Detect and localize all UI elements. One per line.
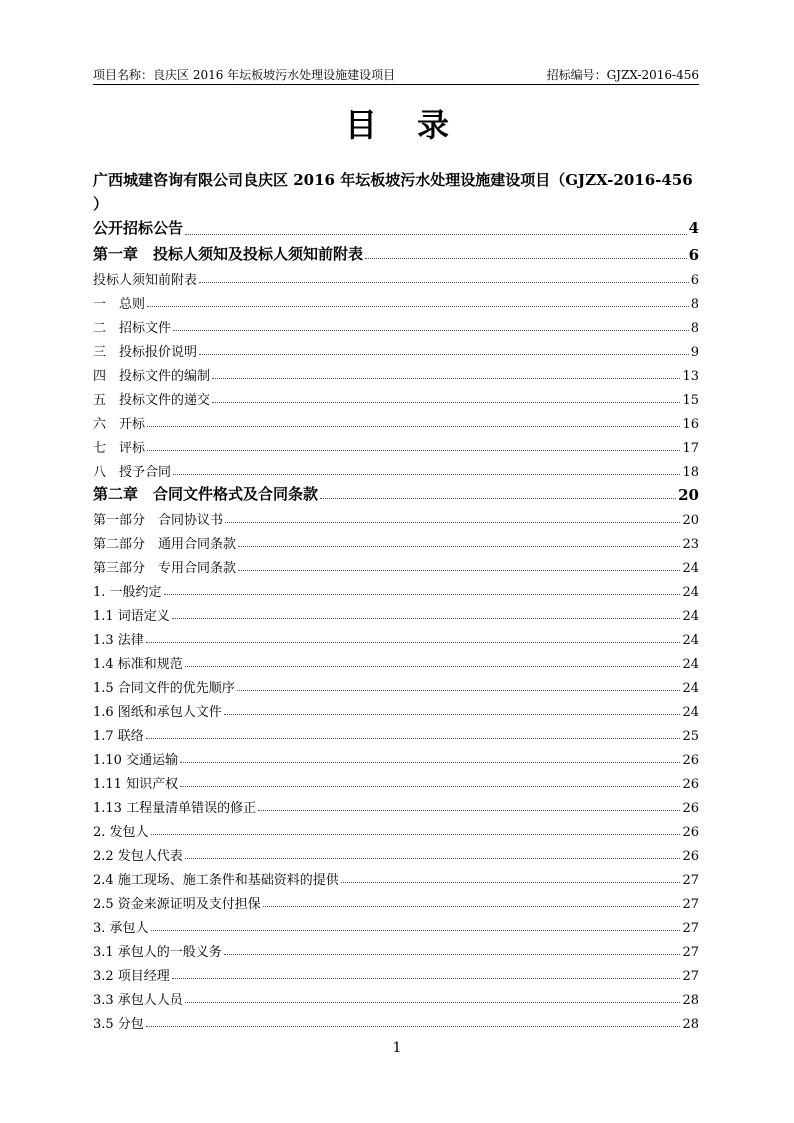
toc-entry[interactable] xyxy=(93,600,699,624)
toc-entry-label: 1.13 工程量清单错误的修正 xyxy=(93,801,257,816)
page-header xyxy=(93,66,699,85)
toc-entry-page: 26 xyxy=(682,849,699,864)
toc-leader-dots xyxy=(258,810,680,811)
toc-entry-page: 26 xyxy=(682,825,699,840)
toc-entry-label: 1.4 标准和规范 xyxy=(93,657,183,672)
toc-entry-page: 6 xyxy=(690,273,699,288)
toc-entry-page: 28 xyxy=(682,993,699,1008)
toc-entry-label: 第一部分 合同协议书 xyxy=(93,513,224,528)
toc-entry-page: 26 xyxy=(682,777,699,792)
tender-number: 招标编号：GJZX-2016-456 xyxy=(546,68,699,82)
project-name: 项目名称：良庆区 2016 年坛板坡污水处理设施建设项目 xyxy=(93,68,396,82)
toc-entry-label: 广西城建咨询有限公司良庆区 2016 年坛板坡污水处理设施建设项目（GJZX-2016-456 ） xyxy=(93,171,693,213)
toc-leader-dots xyxy=(238,570,680,571)
toc-entry[interactable] xyxy=(93,672,699,696)
toc-entry[interactable] xyxy=(93,576,699,600)
toc-entry[interactable] xyxy=(93,432,699,456)
toc-leader-dots xyxy=(341,882,681,883)
toc-entry[interactable] xyxy=(93,624,699,648)
toc-entry-label: 2.2 发包人代表 xyxy=(93,849,183,864)
toc-entry-label: 2.4 施工现场、施工条件和基础资料的提供 xyxy=(93,873,339,888)
toc-entry-label: 3. 承包人 xyxy=(93,921,149,936)
toc-entry[interactable] xyxy=(93,984,699,1008)
toc-leader-dots xyxy=(180,762,680,763)
toc-entry[interactable] xyxy=(93,360,699,384)
toc-entry-announcement[interactable] xyxy=(93,168,699,240)
toc-leader-dots xyxy=(320,498,676,499)
toc-entry-page: 16 xyxy=(682,417,699,432)
toc-entry-label: 3.1 承包人的一般义务 xyxy=(93,945,222,960)
toc-entry-page: 15 xyxy=(682,393,699,408)
toc-entry[interactable] xyxy=(93,960,699,984)
toc-entry[interactable] xyxy=(93,384,699,408)
toc-entry-label: 3.3 承包人人员 xyxy=(93,993,183,1008)
toc-entry[interactable] xyxy=(93,744,699,768)
toc-entry[interactable] xyxy=(93,768,699,792)
toc-entry-page: 8 xyxy=(690,321,699,336)
toc-leader-dots xyxy=(212,402,680,403)
toc-entry-page: 20 xyxy=(682,513,699,528)
toc-list xyxy=(93,240,699,1032)
toc-entry[interactable] xyxy=(93,648,699,672)
toc-entry-page: 24 xyxy=(682,681,699,696)
toc-entry-page: 27 xyxy=(682,873,699,888)
toc-leader-dots xyxy=(147,450,680,451)
toc-entry[interactable] xyxy=(93,312,699,336)
toc-entry-label: 3.2 项目经理 xyxy=(93,969,170,984)
toc-entry-page: 23 xyxy=(682,537,699,552)
toc-entry-page: 26 xyxy=(682,753,699,768)
toc-leader-dots xyxy=(238,546,680,547)
toc-leader-dots xyxy=(225,522,680,523)
toc-entry[interactable] xyxy=(93,816,699,840)
toc-entry-label: 1.3 法律 xyxy=(93,633,144,648)
toc-entry-page: 27 xyxy=(682,945,699,960)
toc-leader-dots xyxy=(147,426,680,427)
toc-entry-page: 17 xyxy=(682,441,699,456)
toc-entry-page: 24 xyxy=(682,633,699,648)
toc-entry-label: 2.5 资金来源证明及支付担保 xyxy=(93,897,261,912)
toc-entry-page: 26 xyxy=(682,801,699,816)
toc-entry-page: 20 xyxy=(678,486,699,504)
toc-entry-label: 第一章 投标人须知及投标人须知前附表 xyxy=(93,245,364,263)
toc-entry-label: 2. 发包人 xyxy=(93,825,149,840)
toc-entry-label: 第二部分 通用合同条款 xyxy=(93,537,237,552)
toc-leader-dots xyxy=(164,594,681,595)
toc-leader-dots xyxy=(185,1002,681,1003)
toc-entry-label: 1.5 合同文件的优先顺序 xyxy=(93,681,235,696)
toc-leader-dots xyxy=(185,858,681,859)
toc-leader-dots xyxy=(146,738,681,739)
toc-leader-dots xyxy=(199,282,689,283)
toc-entry-label: 1. 一般约定 xyxy=(93,585,162,600)
toc-entry-label: 八 授予合同 xyxy=(93,465,172,480)
page-number: 1 xyxy=(392,1040,402,1056)
table-of-contents xyxy=(93,168,699,1032)
toc-entry-page: 24 xyxy=(682,657,699,672)
toc-entry-page: 4 xyxy=(688,219,699,237)
toc-entry-page: 28 xyxy=(682,1017,699,1032)
toc-entry-label: 公开招标公告 xyxy=(93,219,184,237)
toc-entry[interactable] xyxy=(93,552,699,576)
toc-entry[interactable] xyxy=(93,528,699,552)
toc-entry-page: 25 xyxy=(682,729,699,744)
toc-entry-label: 三 投标报价说明 xyxy=(93,345,198,360)
toc-entry-label: 1.11 知识产权 xyxy=(93,777,179,792)
toc-entry-page: 27 xyxy=(682,921,699,936)
toc-entry-page: 6 xyxy=(688,246,699,264)
toc-leader-dots xyxy=(151,834,681,835)
toc-entry-label: 七 评标 xyxy=(93,441,146,456)
toc-leader-dots xyxy=(224,954,681,955)
toc-entry-page: 27 xyxy=(682,969,699,984)
toc-entry-label: 1.10 交通运输 xyxy=(93,753,179,768)
toc-leader-dots xyxy=(237,690,681,691)
toc-entry-page: 24 xyxy=(682,561,699,576)
toc-entry-page: 8 xyxy=(690,297,699,312)
page-title: 目录 xyxy=(344,106,489,144)
toc-entry-label: 1.1 词语定义 xyxy=(93,609,170,624)
toc-entry[interactable] xyxy=(93,504,699,528)
toc-entry[interactable] xyxy=(93,456,699,480)
toc-entry[interactable] xyxy=(93,840,699,864)
toc-entry[interactable] xyxy=(93,936,699,960)
toc-leader-dots xyxy=(147,306,689,307)
toc-entry-page: 24 xyxy=(682,705,699,720)
toc-entry-page: 27 xyxy=(682,897,699,912)
toc-leader-dots xyxy=(224,714,681,715)
toc-entry-label: 投标人须知前附表 xyxy=(93,273,198,288)
toc-entry-label: 一 总则 xyxy=(93,297,146,312)
toc-entry[interactable] xyxy=(93,696,699,720)
toc-entry[interactable] xyxy=(93,1008,699,1032)
toc-leader-dots xyxy=(151,930,681,931)
toc-entry-label: 第三部分 专用合同条款 xyxy=(93,561,237,576)
toc-leader-dots xyxy=(146,1026,681,1027)
toc-chapter-entry[interactable] xyxy=(93,240,699,264)
toc-entry[interactable] xyxy=(93,792,699,816)
toc-leader-dots xyxy=(172,978,681,979)
toc-leader-dots xyxy=(185,666,681,667)
toc-leader-dots xyxy=(212,378,680,379)
toc-entry-label: 四 投标文件的编制 xyxy=(93,369,211,384)
toc-entry[interactable] xyxy=(93,408,699,432)
toc-entry-label: 第二章 合同文件格式及合同条款 xyxy=(93,485,319,503)
toc-leader-dots xyxy=(365,258,687,259)
toc-leader-dots xyxy=(173,474,680,475)
toc-chapter-entry[interactable] xyxy=(93,480,699,504)
toc-entry-label: 六 开标 xyxy=(93,417,146,432)
toc-leader-dots xyxy=(199,354,689,355)
toc-entry-label: 1.7 联络 xyxy=(93,729,144,744)
toc-entry-label: 3.5 分包 xyxy=(93,1017,144,1032)
toc-entry-page: 24 xyxy=(682,585,699,600)
toc-entry-page: 24 xyxy=(682,609,699,624)
toc-entry[interactable] xyxy=(93,336,699,360)
toc-entry-label: 五 投标文件的递交 xyxy=(93,393,211,408)
toc-entry[interactable] xyxy=(93,888,699,912)
toc-entry-page: 18 xyxy=(682,465,699,480)
toc-leader-dots xyxy=(263,906,681,907)
toc-entry[interactable] xyxy=(93,720,699,744)
toc-leader-dots xyxy=(146,642,681,643)
toc-leader-dots xyxy=(180,786,680,787)
toc-entry-page: 13 xyxy=(682,369,699,384)
toc-entry-label: 二 招标文件 xyxy=(93,321,172,336)
toc-entry[interactable] xyxy=(93,288,699,312)
toc-leader-dots xyxy=(173,330,689,331)
toc-entry[interactable] xyxy=(93,264,699,288)
toc-leader-dots xyxy=(172,618,681,619)
toc-leader-dots xyxy=(185,234,687,235)
toc-entry-label: 1.6 图纸和承包人文件 xyxy=(93,705,222,720)
toc-entry[interactable] xyxy=(93,864,699,888)
toc-entry-page: 9 xyxy=(690,345,699,360)
toc-entry[interactable] xyxy=(93,912,699,936)
